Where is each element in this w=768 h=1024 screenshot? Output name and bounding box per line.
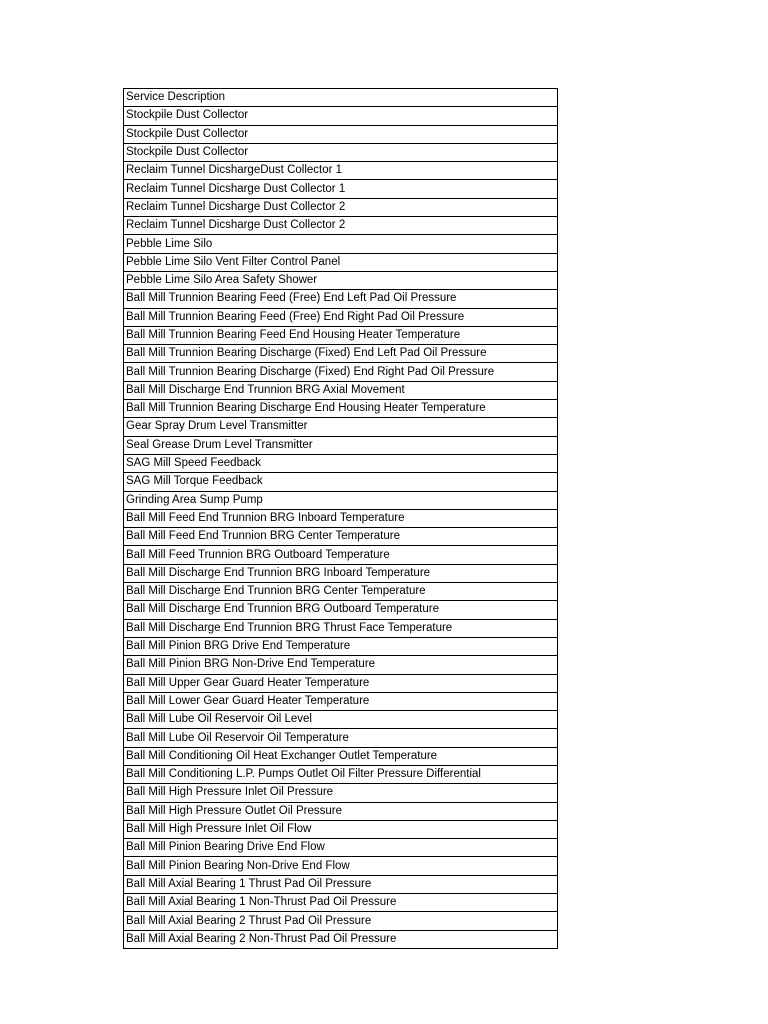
table-row [124,583,558,601]
table-cell[interactable]: Pebble Lime Silo Area Safety Shower [124,271,558,289]
table-row [124,564,558,582]
table-row [124,473,558,491]
table-row [124,912,558,930]
table-row [124,802,558,820]
table-row [124,107,558,125]
table-cell[interactable]: Ball Mill Trunnion Bearing Feed End Housing Heater Temperature [124,326,558,344]
table-row [124,290,558,308]
table-row [124,784,558,802]
table-cell[interactable]: Ball Mill Trunnion Bearing Feed (Free) End Right Pad Oil Pressure [124,308,558,326]
table-cell[interactable]: Ball Mill Upper Gear Guard Heater Temperature [124,674,558,692]
table-cell[interactable]: Ball Mill Trunnion Bearing Discharge (Fixed) End Right Pad Oil Pressure [124,363,558,381]
table-row [124,125,558,143]
table-row [124,363,558,381]
table-row [124,271,558,289]
table-row [124,454,558,472]
table-row [124,857,558,875]
table-row [124,875,558,893]
table-cell[interactable]: Ball Mill Lube Oil Reservoir Oil Level [124,711,558,729]
table-cell[interactable]: Ball Mill Pinion Bearing Drive End Flow [124,839,558,857]
table-row [124,528,558,546]
table-cell[interactable]: SAG Mill Speed Feedback [124,454,558,472]
table-row [124,491,558,509]
table-cell[interactable]: Ball Mill Trunnion Bearing Discharge End Housing Heater Temperature [124,400,558,418]
table-cell[interactable]: Ball Mill Trunnion Bearing Discharge (Fixed) End Left Pad Oil Pressure [124,345,558,363]
table-cell[interactable]: Reclaim Tunnel Dicsharge Dust Collector 2 [124,198,558,216]
table-row [124,637,558,655]
table-row [124,235,558,253]
table-row [124,820,558,838]
table-cell[interactable]: Reclaim Tunnel Dicsharge Dust Collector 2 [124,217,558,235]
table-row [124,381,558,399]
table-cell[interactable]: Ball Mill Axial Bearing 1 Non-Thrust Pad Oil Pressure [124,894,558,912]
table-row [124,894,558,912]
table-body [124,89,558,949]
table-row [124,509,558,527]
table-row [124,619,558,637]
table-row [124,711,558,729]
table-row [124,692,558,710]
table-row [124,930,558,948]
table-cell[interactable]: Ball Mill Discharge End Trunnion BRG Inboard Temperature [124,564,558,582]
table-row [124,839,558,857]
table-cell[interactable]: Ball Mill Discharge End Trunnion BRG Thrust Face Temperature [124,619,558,637]
table-header-row [124,89,558,107]
table-cell[interactable]: Seal Grease Drum Level Transmitter [124,436,558,454]
table-row [124,656,558,674]
table-cell[interactable]: Ball Mill Conditioning Oil Heat Exchanger Outlet Temperature [124,747,558,765]
table-row [124,674,558,692]
column-header-service-description[interactable]: Service Description [124,89,558,107]
table-cell[interactable]: Ball Mill High Pressure Inlet Oil Pressure [124,784,558,802]
table-cell[interactable]: Pebble Lime Silo Vent Filter Control Panel [124,253,558,271]
table-row [124,143,558,161]
table-cell[interactable]: Ball Mill Conditioning L.P. Pumps Outlet Oil Filter Pressure Differential [124,765,558,783]
table-cell[interactable]: Ball Mill High Pressure Inlet Oil Flow [124,820,558,838]
table-cell[interactable]: Ball Mill Axial Bearing 2 Non-Thrust Pad Oil Pressure [124,930,558,948]
table-row [124,308,558,326]
table-cell[interactable]: Stockpile Dust Collector [124,107,558,125]
table-cell[interactable]: Ball Mill Axial Bearing 2 Thrust Pad Oil Pressure [124,912,558,930]
table-cell[interactable]: Ball Mill Pinion BRG Drive End Temperature [124,637,558,655]
table-row [124,729,558,747]
table-cell[interactable]: Grinding Area Sump Pump [124,491,558,509]
table-row [124,198,558,216]
table-row [124,765,558,783]
table-row [124,747,558,765]
table-cell[interactable]: Stockpile Dust Collector [124,143,558,161]
table-cell[interactable]: Ball Mill Pinion BRG Non-Drive End Temperature [124,656,558,674]
table-row [124,436,558,454]
table-cell[interactable]: SAG Mill Torque Feedback [124,473,558,491]
table-cell[interactable]: Stockpile Dust Collector [124,125,558,143]
table-row [124,601,558,619]
table-cell[interactable]: Ball Mill Feed End Trunnion BRG Inboard Temperature [124,509,558,527]
table-row [124,418,558,436]
table-cell[interactable]: Ball Mill Axial Bearing 1 Thrust Pad Oil Pressure [124,875,558,893]
table-row [124,400,558,418]
table-row [124,326,558,344]
table-cell[interactable]: Ball Mill Trunnion Bearing Feed (Free) End Left Pad Oil Pressure [124,290,558,308]
table-cell[interactable]: Pebble Lime Silo [124,235,558,253]
table-row [124,345,558,363]
table-cell[interactable]: Ball Mill Discharge End Trunnion BRG Axial Movement [124,381,558,399]
table-cell[interactable]: Ball Mill Lower Gear Guard Heater Temperature [124,692,558,710]
service-description-table [123,88,558,949]
table-row [124,180,558,198]
table-cell[interactable]: Ball Mill Discharge End Trunnion BRG Center Temperature [124,583,558,601]
table-cell[interactable]: Ball Mill Feed Trunnion BRG Outboard Temperature [124,546,558,564]
table-row [124,253,558,271]
table-row [124,546,558,564]
table-cell[interactable]: Reclaim Tunnel DicshargeDust Collector 1 [124,162,558,180]
table-cell[interactable]: Reclaim Tunnel Dicsharge Dust Collector 1 [124,180,558,198]
table-cell[interactable]: Ball Mill High Pressure Outlet Oil Pressure [124,802,558,820]
table-cell[interactable]: Ball Mill Lube Oil Reservoir Oil Temperature [124,729,558,747]
table-cell[interactable]: Ball Mill Discharge End Trunnion BRG Outboard Temperature [124,601,558,619]
table-cell[interactable]: Gear Spray Drum Level Transmitter [124,418,558,436]
table-cell[interactable]: Ball Mill Pinion Bearing Non-Drive End Flow [124,857,558,875]
table-row [124,217,558,235]
table-cell[interactable]: Ball Mill Feed End Trunnion BRG Center Temperature [124,528,558,546]
table-row [124,162,558,180]
